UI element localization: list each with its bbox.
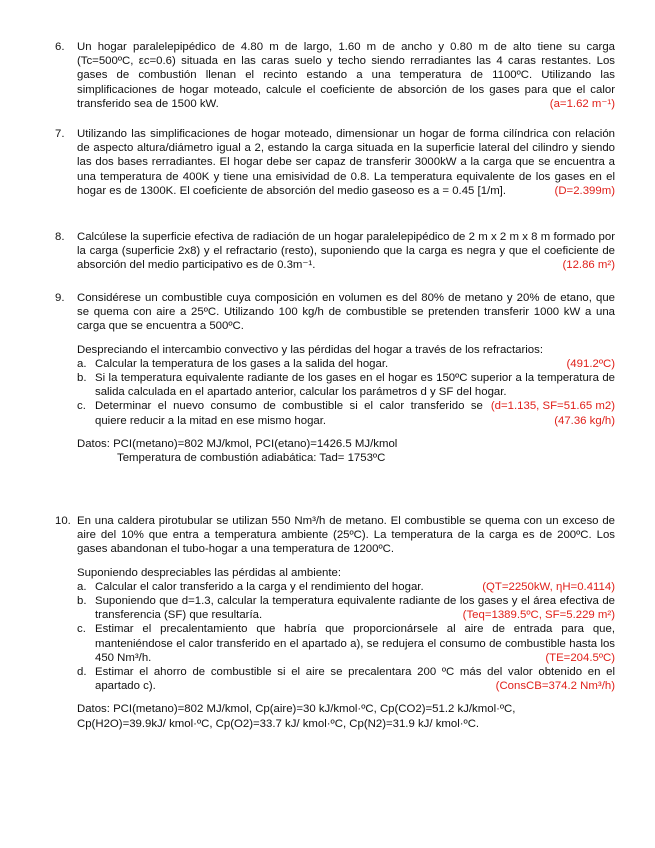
problem-number: 10.: [55, 515, 71, 527]
problem-6: [55, 40, 615, 111]
problem-number: 7.: [55, 128, 65, 140]
sub-item-a: a. Calcular la temperatura de los gases a la salida del hogar. (491.2ºC): [77, 357, 615, 370]
problem-intro: Despreciando el intercambio convectivo y las pérdidas del hogar a través de los refractarios:: [77, 343, 543, 356]
problem-intro: Suponiendo despreciables las pérdidas al ambiente:: [77, 566, 342, 579]
problem-answer: (a=1.62 m⁻¹): [549, 97, 615, 110]
data-line: Cp(H2O)=39.9kJ/ kmol·ºC, Cp(O2)=33.7 kJ/ kmol·ºC, Cp(N2)=31.9 kJ/ kmol·ºC.: [77, 717, 480, 730]
problem-answer: (D=2.399m): [554, 184, 615, 197]
sub-item-d: d. Estimar el ahorro de combustible si el aire se precalentara 200 ºC más del valor obtenido en el apartado c). (ConsCB=374.2 Nm³/h): [77, 666, 615, 693]
sub-item-c: c. Determinar el nuevo consumo de combustible si el calor transferido se quiere reducir a la mitad en ese mismo hogar. (47.36 kg/h): [77, 400, 615, 427]
sub-item-answer: (Teq=1389.5ºC, SF=5.229 m²): [462, 609, 615, 622]
sub-item-c: c. Estimar el precalentamiento que habría que proporcionársele al aire de entrada para que, manteniéndose el calor transferido en el apartado a), se redujera el consumo de combustible hasta los 450 Nm³/h. (TE=204.5ºC): [77, 623, 615, 664]
problem-number: 6.: [55, 41, 65, 53]
data-line: Datos: PCI(metano)=802 MJ/kmol, Cp(aire)=30 kJ/kmol·ºC, Cp(CO2)=51.2 kJ/kmol·ºC,: [77, 703, 516, 716]
problem-text: Calcúlese la superficie efectiva de radiación de un hogar paralelepipédico de 2 m x 2 m x 8 m formado por la carga (superficie 2x8) y el refractario (resto), suponiendo que la carga es negra y que el coeficiente de absorción del medio participativo es de 0.3m⁻¹.: [77, 231, 615, 272]
sub-item-a: a. Calcular el calor transferido a la carga y el rendimiento del hogar. (QT=2250kW, ηH=0.4114): [77, 580, 615, 593]
sub-item-answer: (47.36 kg/h): [554, 414, 615, 427]
sub-item-answer: (d=1.135, SF=51.65 m2): [490, 400, 615, 413]
sub-item-answer: (ConsCB=374.2 Nm³/h): [495, 680, 615, 693]
problem-body: [77, 291, 615, 465]
problem-9: [55, 291, 615, 465]
problem-number: 9.: [55, 292, 65, 304]
problem-text: Un hogar paralelepipédico de 4.80 m de largo, 1.60 m de ancho y 0.80 m de alto tiene su carga (Tc=500ºC, εc=0.6) situada en las caras suelo y techo siendo rerradiantes las 4 caras restantes. Los gases de combustión llenan el recinto estando a una temperatura de 1100ºC. Utilizando las simplificaciones de hogar moteado, calcule el coeficiente de absorción de los gases para que el calor transferido sea de 1500 kW.: [77, 41, 615, 110]
sub-item-answer: (TE=204.5ºC): [545, 651, 615, 664]
sub-item-b: b. Suponiendo que d=1.3, calcular la temperatura equivalente radiante de los gases y el área efectiva de transferencia (SF) que resultaría. (Teq=1389.5ºC, SF=5.229 m²): [77, 595, 615, 622]
problem-answer: (12.86 m²): [562, 259, 615, 272]
data-line: Temperatura de combustión adiabática: Tad= 1753ºC: [117, 452, 386, 465]
problem-number: 8.: [55, 231, 65, 243]
sub-item-b: b. Si la temperatura equivalente radiante de los gases en el hogar es 150ºC superior a la temperatura de salida calculada en el apartado anterior, calcular los parámetros d y SF del hogar. (d=1.135, SF=51.65 m2): [77, 372, 615, 413]
data-line: Datos: PCI(metano)=802 MJ/kmol, PCI(etano)=1426.5 MJ/kmol: [77, 437, 398, 450]
problem-10: [55, 514, 615, 731]
problem-text: Considérese un combustible cuya composición en volumen es del 80% de metano y 20% de etano, que se quema con aire a 25ºC. Utilizando 100 kg/h de combustible se pretenden transferir 1000 kW a una carga que se encuentra a 500ºC.: [77, 292, 615, 333]
problem-text: En una caldera pirotubular se utilizan 550 Nm³/h de metano. El combustible se quema con un exceso de aire del 10% que entra a temperatura ambiente (25ºC). La temperatura de la carga es de 200ºC. Los gases abandonan el tubo-hogar a una temperatura de 1200ºC.: [77, 515, 615, 556]
sub-item-answer: (QT=2250kW, ηH=0.4114): [482, 580, 615, 593]
problem-body: [77, 40, 615, 111]
sub-item-answer: (491.2ºC): [566, 357, 615, 370]
problem-body: [77, 127, 615, 198]
problem-7: [55, 127, 615, 198]
problem-text: Utilizando las simplificaciones de hogar moteado, dimensionar un hogar de forma cilíndrica con relación de aspecto altura/diámetro igual a 2, estando la carga situada en la superficie lateral del cilindro y siendo las dos bases rerradiantes. El hogar debe ser capaz de transferir 3000kW a la carga que se encuentra a una temperatura de 400K y tiene una emisividad de 0.8. La temperatura equivalente de los gases en el hogar es de 1300K. El coeficiente de absorción del medio gaseoso es a = 0.45 [1/m].: [77, 128, 615, 197]
problem-body: [77, 514, 615, 731]
problem-body: [77, 230, 615, 273]
problem-8: [55, 230, 615, 273]
